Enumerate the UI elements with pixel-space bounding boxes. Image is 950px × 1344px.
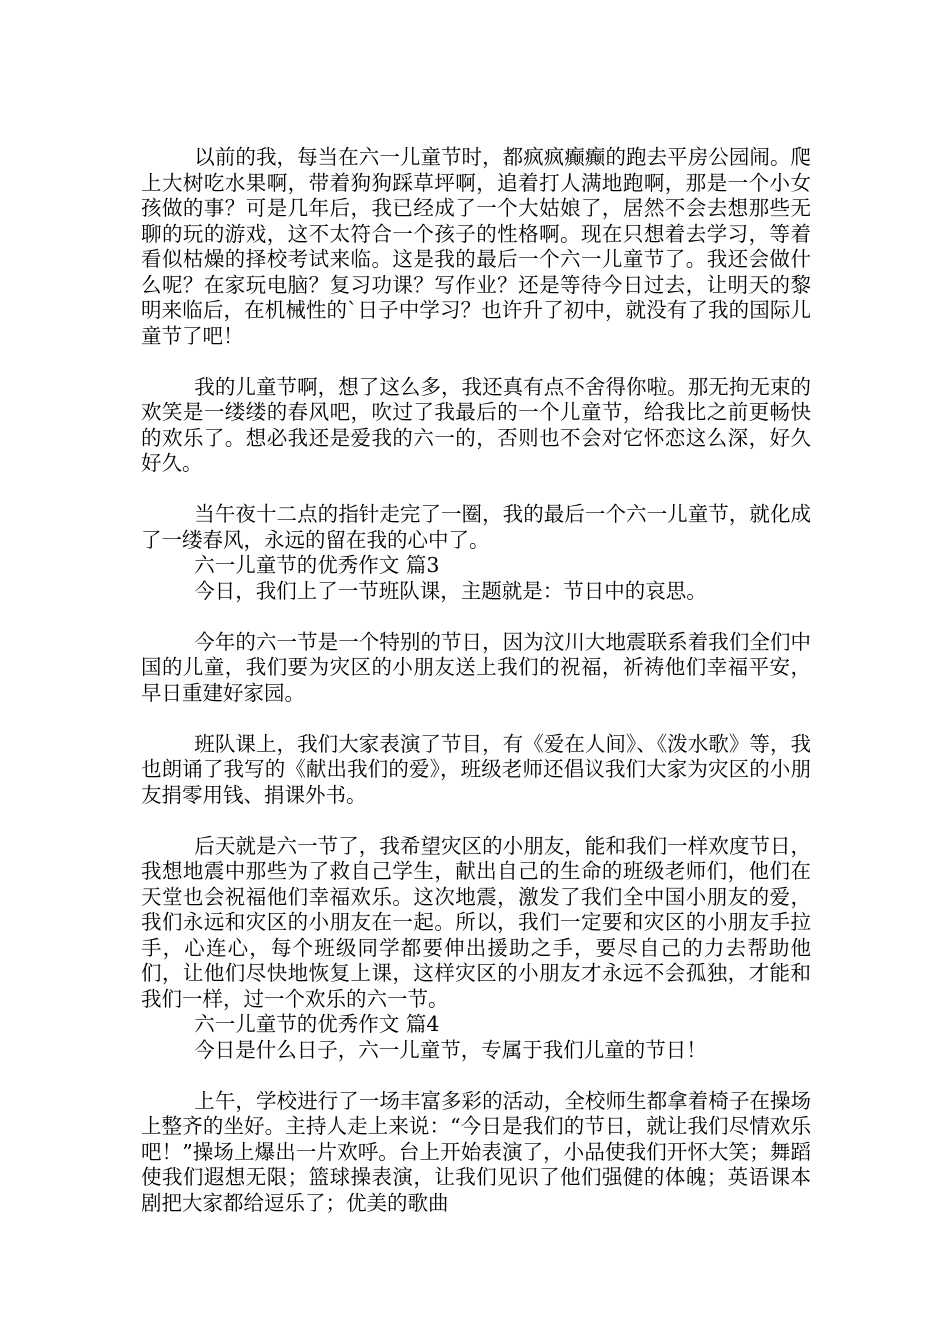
paragraph: 今日是什么日子，六一儿童节，专属于我们儿童的节日！: [194, 1037, 707, 1062]
section-heading: 六一儿童节的优秀作文 篇4: [194, 1012, 440, 1036]
paragraph-gap: [141, 1063, 811, 1089]
paragraph: 今日，我们上了一节班队课，主题就是：节日中的哀思。: [194, 578, 707, 603]
paragraph: 上午，学校进行了一场丰富多彩的活动，全校师生都拿着椅子在操场上整齐的坐好。主持人走上来说：“今日是我们的节日，就让我们尽情欢乐吧！”操场上爆出一片欢呼。台上开始表演了，小品使我们开怀大笑；舞蹈使我们遐想无限；篮球操表演，让我们见识了他们强健的体魄；英语课本剧把大家都给逗乐了；优美的歌曲: [141, 1088, 811, 1215]
paragraph-gap: [141, 808, 811, 834]
paragraph-gap: [141, 349, 811, 375]
paragraph: 今年的六一节是一个特别的节日，因为汶川大地震联系着我们全们中国的儿童，我们要为灾区的小朋友送上我们的祝福，祈祷他们幸福平安，早日重建好家园。: [141, 629, 811, 705]
paragraph: 班队课上，我们大家表演了节目，有《爱在人间》、《泼水歌》等，我也朗诵了我写的《献出我们的爱》，班级老师还倡议我们大家为灾区的小朋友捐零用钱、捐课外书。: [141, 731, 811, 807]
paragraph: 以前的我，每当在六一儿童节时，都疯疯癫癫的跑去平房公园闹。爬上大树吃水果啊，带着狗狗踩草坪啊，追着打人满地跑啊，那是一个小女孩做的事？可是几年后，我已经成了一个大姑娘了，居然不会去想那些无聊的玩的游戏，这不太符合一个孩子的性格啊。现在只想着去学习，等着看似枯燥的择校考试来临。这是我的最后一个六一儿童节了。我还会做什么呢？在家玩电脑？复习功课？写作业？还是等待今日过去，让明天的黎明来临后，在机械性的`日子中学习？也许升了初中，就没有了我的国际儿童节了吧！: [141, 145, 811, 348]
paragraph: 当午夜十二点的指针走完了一圈，我的最后一个六一儿童节，就化成了一缕春风，永远的留在我的心中了。: [141, 502, 811, 552]
document-body: [141, 145, 811, 1216]
paragraph: 我的儿童节啊，想了这么多，我还真有点不舍得你啦。那无拘无束的欢笑是一缕缕的春风吧，吹过了我最后的一个儿童节，给我比之前更畅快的欢乐了。想必我还是爱我的六一的，否则也不会对它怀恋这么深，好久好久。: [141, 374, 811, 475]
paragraph-gap: [141, 604, 811, 630]
paragraph-gap: [141, 706, 811, 732]
paragraph: 后天就是六一节了，我希望灾区的小朋友，能和我们一样欢度节日，我想地震中那些为了救自己学生，献出自己的生命的班级老师们，他们在天堂也会祝福他们幸福欢乐。这次地震，激发了我们全中国小朋友的爱，我们永远和灾区的小朋友在一起。所以，我们一定要和灾区的小朋友手拉手，心连心，每个班级同学都要伸出援助之手，要尽自己的力去帮助他们，让他们尽快地恢复上课，这样灾区的小朋友才永远不会孤独，才能和我们一样，过一个欢乐的六一节。: [141, 833, 811, 1011]
section-heading: 六一儿童节的优秀作文 篇3: [194, 553, 440, 577]
paragraph-gap: [141, 477, 811, 503]
